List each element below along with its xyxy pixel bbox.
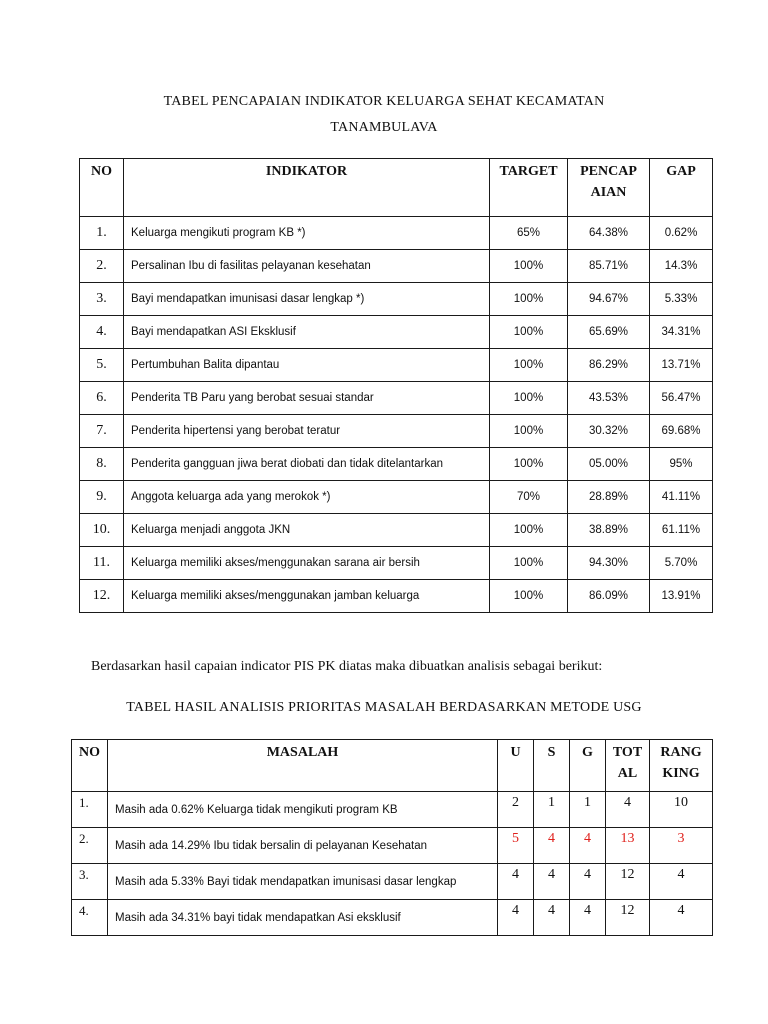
row-no: 7. [80, 415, 124, 448]
row-total: 13 [606, 828, 650, 864]
row-s: 4 [534, 828, 570, 864]
header-s: S [534, 740, 570, 792]
header-ranking: RANG KING [650, 740, 713, 792]
row-pencapaian: 86.09% [568, 580, 650, 613]
header-g: G [570, 740, 606, 792]
row-no: 9. [80, 481, 124, 514]
row-pencapaian: 94.67% [568, 283, 650, 316]
row-g: 1 [570, 792, 606, 828]
row-gap: 61.11% [650, 514, 713, 547]
table-row [80, 250, 713, 283]
table2-title: TABEL HASIL ANALISIS PRIORITAS MASALAH BERDASARKAN METODE USG [126, 700, 642, 715]
row-indikator: Persalinan Ibu di fasilitas pelayanan kesehatan [124, 250, 490, 283]
header-target: TARGET [490, 159, 568, 217]
row-pencapaian: 94.30% [568, 547, 650, 580]
row-no: 3. [80, 283, 124, 316]
table-row [80, 580, 713, 613]
row-no: 2. [80, 250, 124, 283]
row-gap: 34.31% [650, 316, 713, 349]
table-row [80, 481, 713, 514]
row-no: 12. [80, 580, 124, 613]
table-row [72, 792, 713, 828]
row-gap: 5.70% [650, 547, 713, 580]
row-u: 4 [498, 900, 534, 936]
row-g: 4 [570, 828, 606, 864]
row-gap: 69.68% [650, 415, 713, 448]
row-ranking: 4 [650, 864, 713, 900]
row-pencapaian: 85.71% [568, 250, 650, 283]
row-gap: 41.11% [650, 481, 713, 514]
table-row [72, 828, 713, 864]
row-masalah: Masih ada 34.31% bayi tidak mendapatkan Asi eksklusif [108, 900, 498, 936]
row-target: 70% [490, 481, 568, 514]
row-target: 100% [490, 547, 568, 580]
analysis-paragraph: Berdasarkan hasil capaian indicator PIS PK diatas maka dibuatkan analisis sebagai berikut: [91, 659, 603, 674]
row-indikator: Bayi mendapatkan imunisasi dasar lengkap *) [124, 283, 490, 316]
row-target: 100% [490, 316, 568, 349]
row-no: 1. [80, 217, 124, 250]
row-no: 6. [80, 382, 124, 415]
table-header-row [72, 740, 713, 792]
row-pencapaian: 65.69% [568, 316, 650, 349]
row-no: 3. [72, 864, 108, 900]
row-gap: 5.33% [650, 283, 713, 316]
row-pencapaian: 38.89% [568, 514, 650, 547]
header-no: NO [72, 740, 108, 792]
header-gap: GAP [650, 159, 713, 217]
table-row [80, 415, 713, 448]
table-header-row [80, 159, 713, 217]
row-no: 4. [80, 316, 124, 349]
row-target: 100% [490, 250, 568, 283]
row-indikator: Keluarga memiliki akses/menggunakan sarana air bersih [124, 547, 490, 580]
row-g: 4 [570, 900, 606, 936]
row-indikator: Pertumbuhan Balita dipantau [124, 349, 490, 382]
row-pencapaian: 86.29% [568, 349, 650, 382]
row-no: 8. [80, 448, 124, 481]
row-pencapaian: 30.32% [568, 415, 650, 448]
row-s: 4 [534, 900, 570, 936]
row-target: 100% [490, 349, 568, 382]
row-u: 5 [498, 828, 534, 864]
table-row [80, 382, 713, 415]
header-masalah: MASALAH [108, 740, 498, 792]
table-row [80, 283, 713, 316]
indicator-achievement-table [79, 158, 713, 613]
row-indikator: Keluarga mengikuti program KB *) [124, 217, 490, 250]
row-s: 4 [534, 864, 570, 900]
row-masalah: Masih ada 0.62% Keluarga tidak mengikuti program KB [108, 792, 498, 828]
header-indikator: INDIKATOR [124, 159, 490, 217]
row-indikator: Bayi mendapatkan ASI Eksklusif [124, 316, 490, 349]
row-indikator: Penderita hipertensi yang berobat teratur [124, 415, 490, 448]
row-masalah: Masih ada 14.29% Ibu tidak bersalin di pelayanan Kesehatan [108, 828, 498, 864]
row-gap: 95% [650, 448, 713, 481]
row-target: 100% [490, 382, 568, 415]
header-no: NO [80, 159, 124, 217]
usg-priority-table [71, 739, 713, 936]
row-target: 100% [490, 283, 568, 316]
row-no: 1. [72, 792, 108, 828]
table-row [80, 448, 713, 481]
row-indikator: Penderita gangguan jiwa berat diobati dan tidak ditelantarkan [124, 448, 490, 481]
row-no: 2. [72, 828, 108, 864]
row-pencapaian: 28.89% [568, 481, 650, 514]
row-indikator: Anggota keluarga ada yang merokok *) [124, 481, 490, 514]
table-row [80, 217, 713, 250]
row-target: 100% [490, 415, 568, 448]
row-pencapaian: 05.00% [568, 448, 650, 481]
row-ranking: 3 [650, 828, 713, 864]
table-row [72, 900, 713, 936]
row-total: 12 [606, 900, 650, 936]
row-gap: 0.62% [650, 217, 713, 250]
table-row [72, 864, 713, 900]
table1-title-line2: TANAMBULAVA [330, 120, 438, 135]
table-row [80, 547, 713, 580]
header-pencapaian: PENCAP AIAN [568, 159, 650, 217]
row-no: 10. [80, 514, 124, 547]
table-row [80, 316, 713, 349]
row-pencapaian: 64.38% [568, 217, 650, 250]
row-gap: 56.47% [650, 382, 713, 415]
row-gap: 13.91% [650, 580, 713, 613]
row-ranking: 4 [650, 900, 713, 936]
header-u: U [498, 740, 534, 792]
table1-title-line1: TABEL PENCAPAIAN INDIKATOR KELUARGA SEHAT KECAMATAN [163, 94, 605, 109]
row-gap: 13.71% [650, 349, 713, 382]
table-row [80, 349, 713, 382]
row-g: 4 [570, 864, 606, 900]
row-u: 4 [498, 864, 534, 900]
row-indikator: Keluarga menjadi anggota JKN [124, 514, 490, 547]
table-row [80, 514, 713, 547]
row-pencapaian: 43.53% [568, 382, 650, 415]
row-total: 4 [606, 792, 650, 828]
header-total: TOT AL [606, 740, 650, 792]
row-target: 100% [490, 580, 568, 613]
row-no: 5. [80, 349, 124, 382]
row-masalah: Masih ada 5.33% Bayi tidak mendapatkan imunisasi dasar lengkap [108, 864, 498, 900]
row-u: 2 [498, 792, 534, 828]
row-no: 11. [80, 547, 124, 580]
row-indikator: Keluarga memiliki akses/menggunakan jamban keluarga [124, 580, 490, 613]
row-target: 100% [490, 514, 568, 547]
row-target: 100% [490, 448, 568, 481]
row-ranking: 10 [650, 792, 713, 828]
row-no: 4. [72, 900, 108, 936]
row-total: 12 [606, 864, 650, 900]
row-target: 65% [490, 217, 568, 250]
row-gap: 14.3% [650, 250, 713, 283]
row-s: 1 [534, 792, 570, 828]
row-indikator: Penderita TB Paru yang berobat sesuai standar [124, 382, 490, 415]
